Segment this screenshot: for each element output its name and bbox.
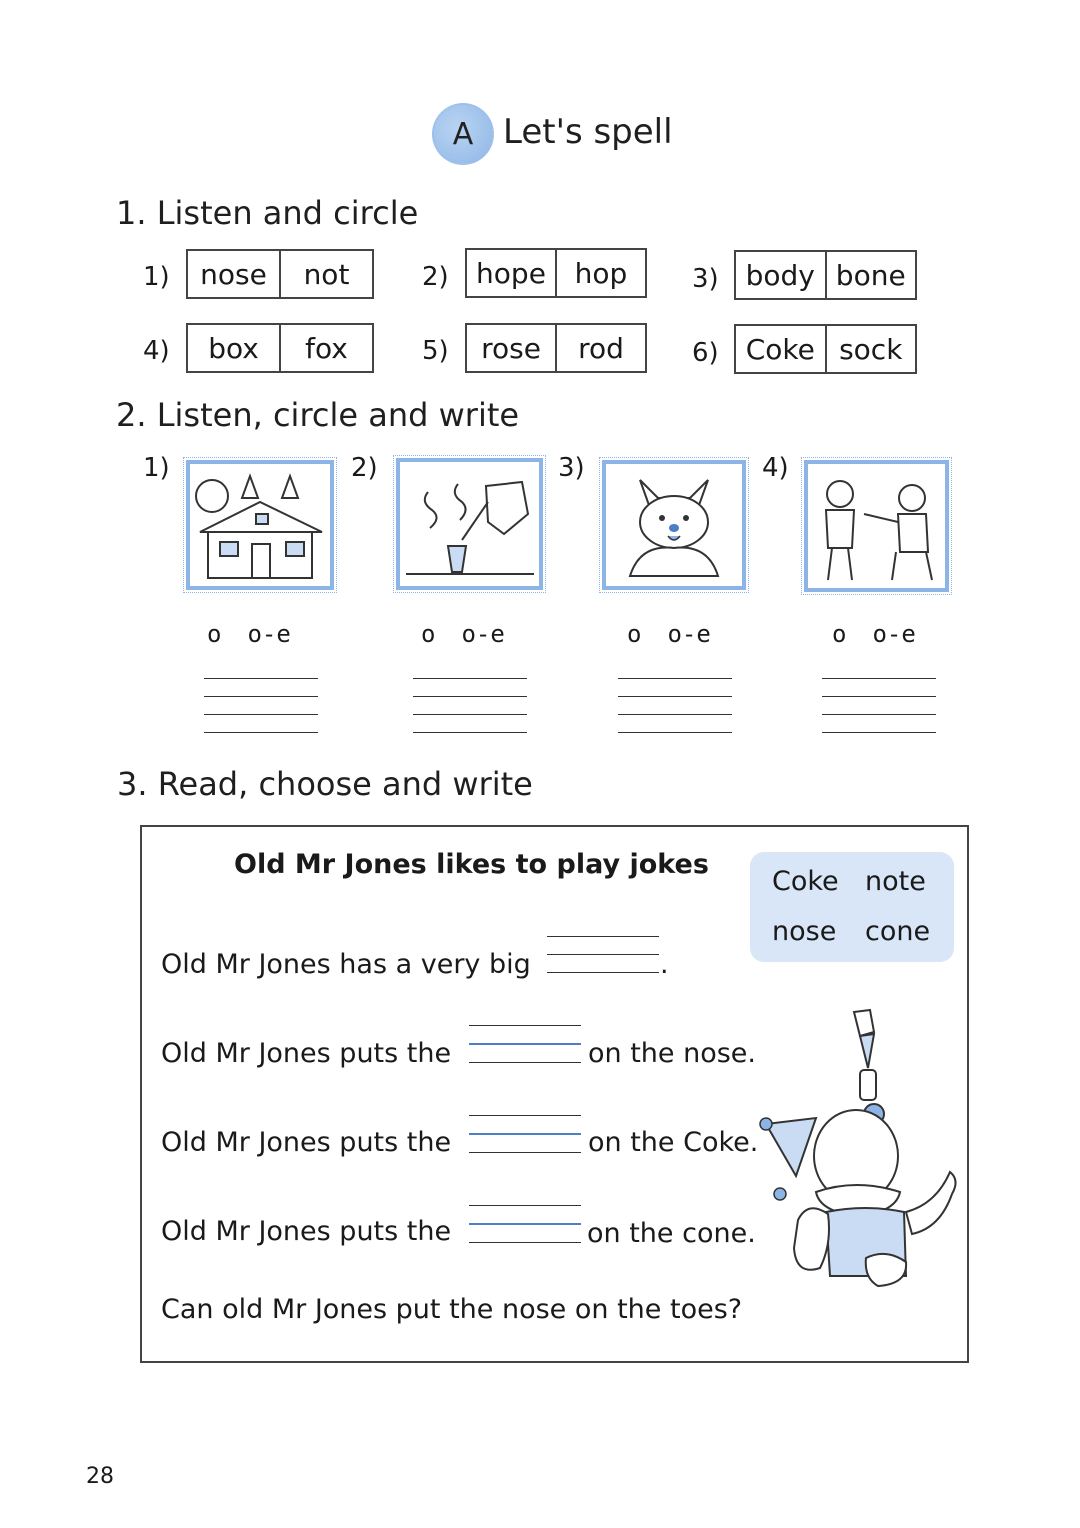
page-number: 28 [86, 1464, 114, 1489]
word-choice-box [465, 323, 647, 373]
section2-title: 2. Listen, circle and write [116, 396, 520, 434]
writing-lines[interactable] [204, 678, 318, 734]
sentence-text: Old Mr Jones puts the [161, 1127, 452, 1158]
word-option[interactable]: rose [481, 331, 541, 365]
sentence-end: on the cone. [587, 1218, 756, 1249]
item-number: 1) [143, 453, 170, 483]
section1-title: 1. Listen and circle [116, 194, 419, 232]
item-number: 6) [692, 338, 719, 368]
sentence-end: on the nose. [588, 1038, 756, 1069]
spelling-options [832, 620, 916, 648]
section-badge: A [432, 103, 494, 165]
word-option[interactable]: not [279, 251, 372, 297]
option-o[interactable]: o [832, 620, 847, 648]
word-choice-box [186, 249, 374, 299]
word-option[interactable]: box [208, 331, 259, 365]
item-number: 2) [351, 453, 378, 483]
section3-title: 3. Read, choose and write [117, 765, 533, 803]
boys-joking-icon [804, 460, 949, 592]
word-option[interactable]: rod [555, 325, 645, 371]
option-o-e[interactable]: o-e [461, 620, 505, 648]
spelling-options [207, 620, 291, 648]
option-o[interactable]: o [421, 620, 436, 648]
word-bank-word: cone [865, 916, 931, 947]
spelling-options [627, 620, 711, 648]
word-choice-box [734, 250, 917, 300]
option-o-e[interactable]: o-e [667, 620, 711, 648]
word-option[interactable]: hop [555, 250, 645, 296]
item-number: 5) [422, 336, 449, 366]
word-choice-box [465, 248, 647, 298]
word-choice-box [186, 323, 374, 373]
word-option[interactable]: body [745, 258, 815, 292]
option-o-e[interactable]: o-e [872, 620, 916, 648]
answer-blank[interactable] [469, 1205, 581, 1260]
word-option[interactable]: sock [825, 326, 916, 372]
sentence-end: . [660, 949, 669, 980]
dog-icon [602, 460, 746, 590]
word-bank-word: note [865, 866, 926, 897]
word-choice-box [734, 324, 917, 374]
item-number: 1) [143, 262, 170, 292]
option-o[interactable]: o [207, 620, 222, 648]
writing-lines[interactable] [618, 678, 732, 734]
writing-lines[interactable] [822, 678, 936, 734]
word-option[interactable]: bone [825, 252, 916, 298]
answer-blank[interactable] [469, 1025, 581, 1080]
word-option[interactable]: Coke [745, 332, 815, 366]
sentence-text: Old Mr Jones puts the [161, 1038, 452, 1069]
sentence-text: Old Mr Jones puts the [161, 1216, 452, 1247]
option-o-e[interactable]: o-e [247, 620, 291, 648]
writing-lines[interactable] [413, 678, 527, 734]
word-bank-word: nose [772, 916, 837, 947]
answer-blank[interactable] [469, 1115, 581, 1170]
answer-blank[interactable] [547, 936, 659, 990]
word-option[interactable]: hope [476, 256, 546, 290]
sentence-text: Old Mr Jones has a very big [161, 949, 531, 980]
spelling-options [421, 620, 505, 648]
item-number: 3) [558, 453, 585, 483]
word-option[interactable]: fox [279, 325, 372, 371]
kettle-icon [396, 458, 543, 590]
word-option[interactable]: nose [200, 257, 267, 291]
item-number: 4) [143, 336, 170, 366]
question-text: Can old Mr Jones put the nose on the toes? [161, 1294, 743, 1325]
item-number: 3) [692, 264, 719, 294]
clown-icon [756, 1006, 962, 1296]
house-icon [186, 460, 334, 590]
item-number: 2) [422, 262, 449, 292]
option-o[interactable]: o [627, 620, 642, 648]
item-number: 4) [762, 453, 789, 483]
page-title: Let's spell [503, 112, 673, 152]
word-bank-word: Coke [772, 866, 839, 897]
sentence-end: on the Coke. [588, 1127, 759, 1158]
story-title: Old Mr Jones likes to play jokes [234, 849, 709, 880]
